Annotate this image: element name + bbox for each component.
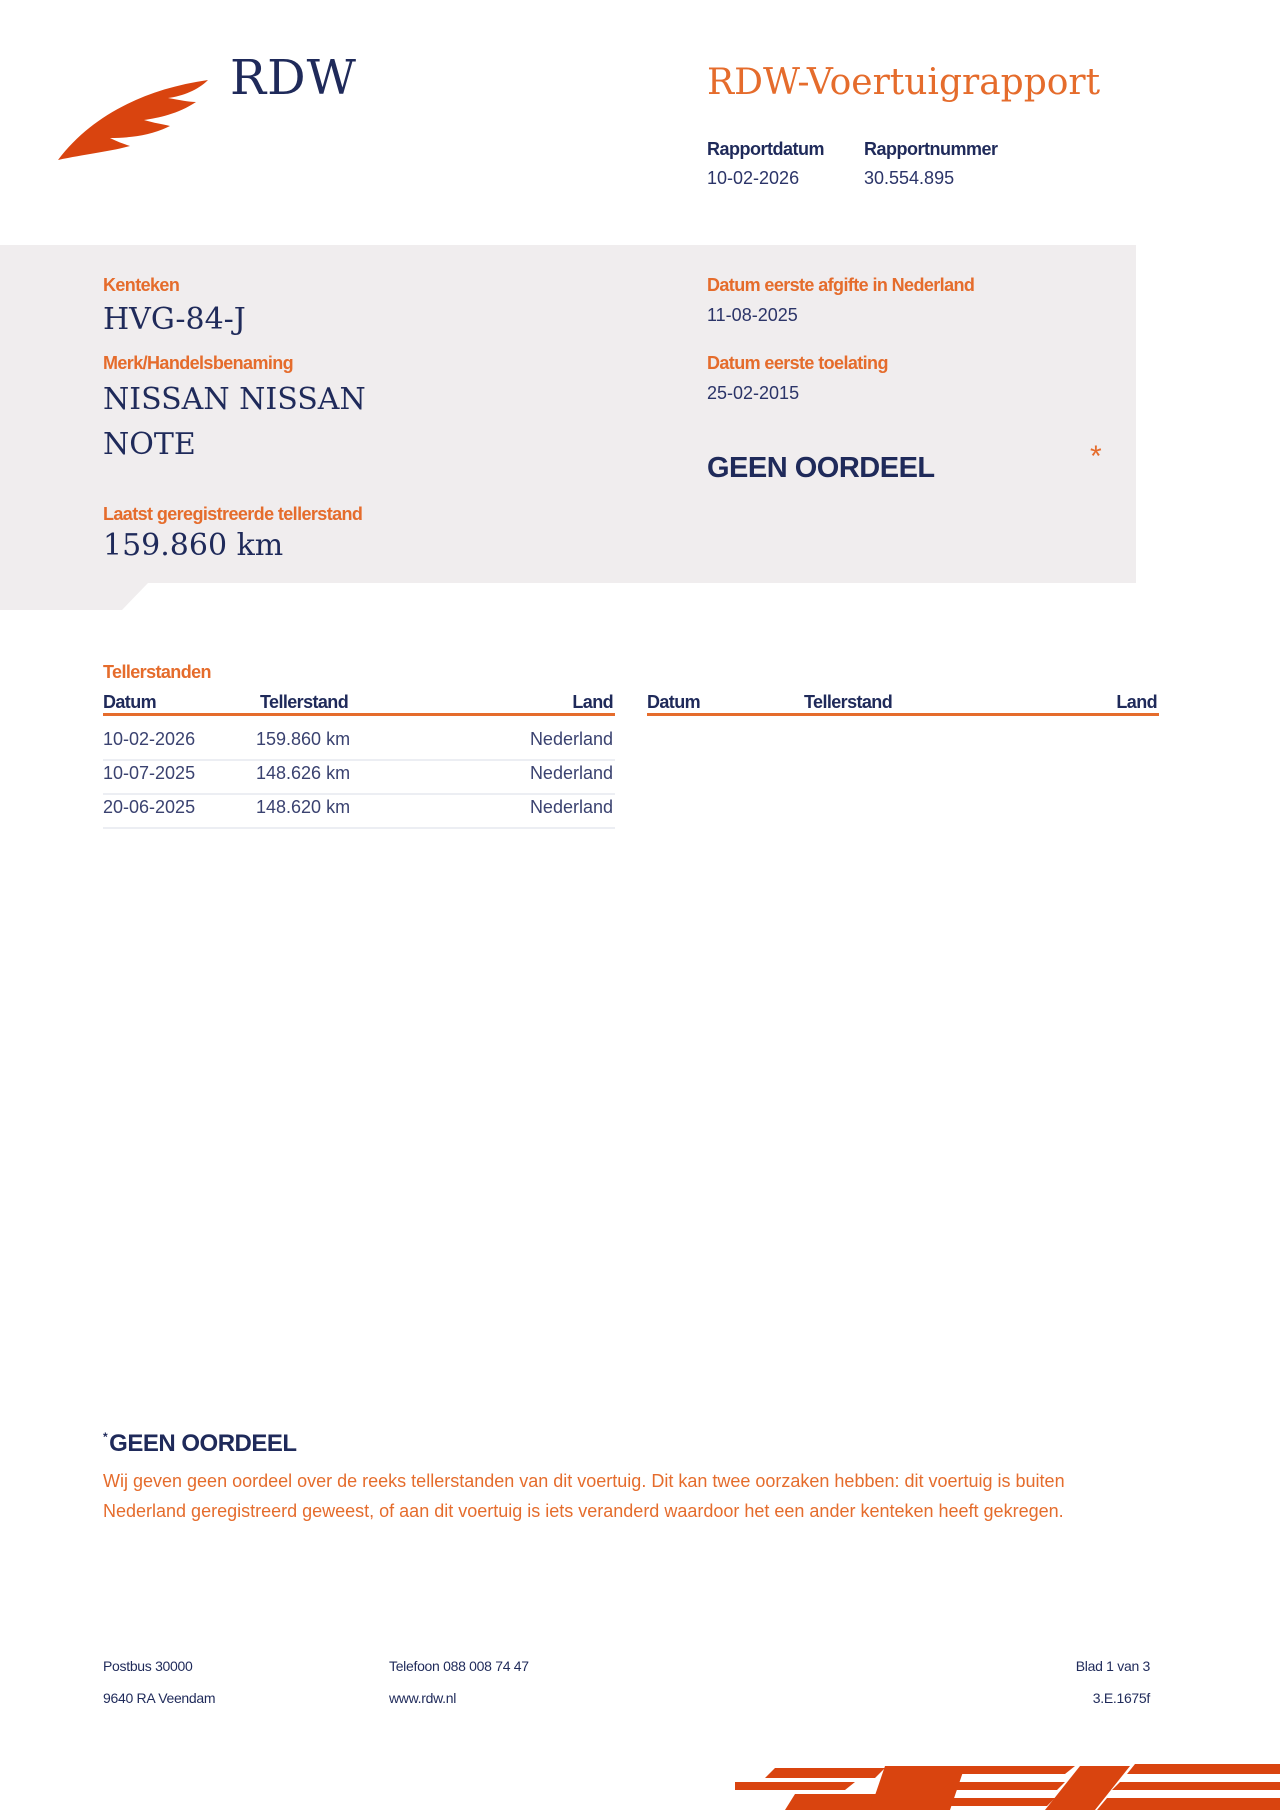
afgifte-value: 11-08-2025: [707, 305, 798, 325]
row-3-tellerstand: 148.620 km: [256, 797, 351, 817]
tellerstanden-title: Tellerstanden: [103, 662, 211, 682]
afgifte-label: Datum eerste afgifte in Nederland: [707, 275, 975, 295]
table-header-rule-2: [647, 713, 1159, 716]
report-title: RDW-Voertuigrapport: [707, 62, 1101, 103]
rdw-stripes-decoration: [735, 1760, 1280, 1810]
rdw-logo-icon: [58, 80, 214, 162]
oordeel-footnote-star: *: [1090, 440, 1102, 473]
footnote-title-text: GEEN OORDEEL: [109, 1430, 297, 1457]
row-2-tellerstand: 148.626 km: [256, 763, 351, 783]
rapportnummer-value: 30.554.895: [864, 168, 955, 188]
merk-value-line2: NOTE: [103, 427, 196, 462]
row-1-tellerstand: 159.860 km: [256, 729, 351, 749]
footer-address-line1: Postbus 30000: [103, 1658, 193, 1674]
footer-website[interactable]: www.rdw.nl: [389, 1690, 457, 1706]
tellerstand-value: 159.860 km: [103, 528, 284, 563]
footnote-text: Wij geven geen oordeel over de reeks tellerstanden van dit voertuig. Dit kan twee oorzaken hebben: dit voertuig is buiten Nederland geregistreerd geweest, of aan dit voertuig is iets veranderd waardoor het een ander kenteken heeft gekregen.: [103, 1471, 1065, 1521]
toelating-label: Datum eerste toelating: [707, 353, 888, 373]
row-divider: [103, 793, 615, 795]
rapportnummer-label: Rapportnummer: [864, 139, 998, 159]
footnote-title: [103, 1430, 297, 1458]
merk-value-line1: NISSAN NISSAN: [103, 382, 366, 417]
kenteken-value: HVG-84-J: [103, 302, 246, 337]
tellerstand-label: Laatst geregistreerde tellerstand: [103, 504, 363, 524]
footer-page-number: Blad 1 van 3: [1075, 1658, 1150, 1674]
row-2-datum: 10-07-2025: [103, 763, 196, 783]
rapportdatum-label: Rapportdatum: [707, 139, 824, 159]
oordeel-status: GEEN OORDEEL: [707, 452, 935, 484]
col-header-tellerstand-2: Tellerstand: [804, 692, 893, 712]
merk-label: Merk/Handelsbenaming: [103, 353, 294, 373]
footer-address-line2: 9640 RA Veendam: [103, 1690, 216, 1706]
col-header-land: Land: [572, 692, 613, 712]
logo-text: RDW: [230, 50, 357, 106]
col-header-land-2: Land: [1116, 692, 1157, 712]
row-1-datum: 10-02-2026: [103, 729, 196, 749]
row-1-land: Nederland: [529, 729, 613, 749]
kenteken-label: Kenteken: [103, 275, 180, 295]
row-3-land: Nederland: [529, 797, 613, 817]
col-header-tellerstand: Tellerstand: [260, 692, 349, 712]
row-divider: [103, 827, 615, 829]
col-header-datum: Datum: [103, 692, 157, 712]
footer-document-code: 3.E.1675f: [1092, 1690, 1150, 1706]
footer-phone: Telefoon 088 008 74 47: [389, 1658, 529, 1674]
col-header-datum-2: Datum: [647, 692, 701, 712]
panel-notch: [0, 583, 148, 610]
table-header-rule: [103, 713, 615, 716]
footnote-marker: *: [103, 1430, 108, 1444]
toelating-value: 25-02-2015: [707, 383, 800, 403]
row-3-datum: 20-06-2025: [103, 797, 196, 817]
row-2-land: Nederland: [529, 763, 613, 783]
rapportdatum-value: 10-02-2026: [707, 168, 800, 188]
row-divider: [103, 759, 615, 761]
